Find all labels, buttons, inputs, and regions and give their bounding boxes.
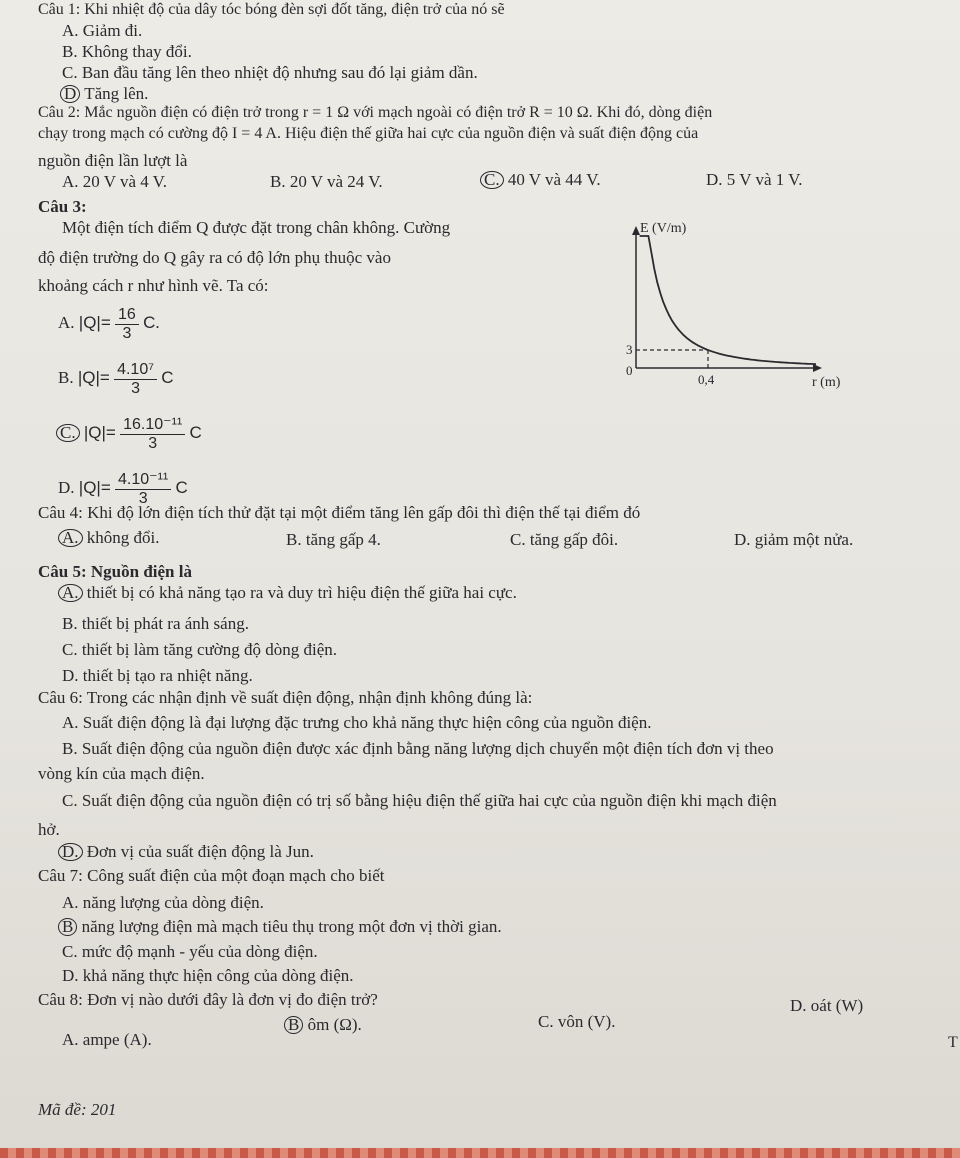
q3-stem-line3: khoảng cách r như hình vẽ. Ta có:: [38, 276, 269, 295]
q4-option-b[interactable]: B. tăng gấp 4.: [286, 530, 381, 549]
q2-stem-line1: Câu 2: Mắc nguồn điện có điện trở trong r = 1 Ω với mạch ngoài có điện trở R = 10 Ω. Khi đó, dòng điện: [38, 104, 713, 121]
q5-option-c[interactable]: C. thiết bị làm tăng cường độ dòng điện.: [62, 640, 338, 659]
q5-option-a[interactable]: A. thiết bị có khả năng tạo ra và duy trì hiệu điện thế giữa hai cực.: [58, 583, 517, 603]
q8-option-c[interactable]: C. vôn (V).: [538, 1012, 616, 1031]
q6-option-c-line2: hở.: [38, 820, 60, 839]
q3-option-c[interactable]: C. |Q|= $\frac{\text{16.10⁻¹¹}}{3}$ C: [56, 410, 202, 456]
q5-option-b[interactable]: B. thiết bị phát ra ánh sáng.: [62, 614, 249, 633]
q7-option-d[interactable]: D. khả năng thực hiện công của dòng điện.: [62, 966, 354, 985]
q6-option-c-line1[interactable]: C. Suất điện động của nguồn điện có trị số bằng hiệu điện thế giữa hai cực của nguồn điện khi mạch điện: [62, 791, 777, 810]
q1-option-c[interactable]: C. Ban đầu tăng lên theo nhiệt độ nhưng sau đó lại giảm dần.: [62, 63, 478, 82]
table-edge-decoration: [0, 1148, 960, 1158]
q2-option-b[interactable]: B. 20 V và 24 V.: [270, 172, 383, 191]
q5-stem: Câu 5: Nguồn điện là: [38, 562, 192, 581]
edge-mark: T: [948, 1034, 958, 1051]
q2-stem-line2: chạy trong mạch có cường độ I = 4 A. Hiệu điện thế giữa hai cực của nguồn điện và suất điện động của: [38, 125, 699, 142]
q4-option-a[interactable]: A. không đổi.: [58, 528, 160, 548]
answer-circle: B: [58, 918, 77, 936]
q7-stem: Câu 7: Công suất điện của một đoạn mạch cho biết: [38, 866, 385, 885]
exam-code: Mã đề: 201: [38, 1100, 117, 1119]
q6-stem: Câu 6: Trong các nhận định về suất điện động, nhận định không đúng là:: [38, 688, 533, 707]
q7-option-a[interactable]: A. năng lượng của dòng điện.: [62, 893, 264, 912]
q8-stem: Câu 8: Đơn vị nào dưới đây là đơn vị đo điện trở?: [38, 990, 378, 1009]
q3-option-b[interactable]: B. |Q|= $\frac{\text{4.10⁷}}{3}$ C: [58, 360, 174, 397]
answer-circle: C.: [56, 424, 80, 442]
data-curve: [640, 236, 816, 364]
q3-option-a[interactable]: A. |Q|= $\frac{16}{3}$ C.: [58, 305, 160, 342]
fraction: $\frac{\text{16.10⁻¹¹}}{3}$: [120, 416, 185, 453]
y-axis-label: E (V/m): [640, 221, 687, 236]
q3-title: Câu 3:: [38, 197, 87, 216]
q3-stem-line1: Một điện tích điểm Q được đặt trong chân không. Cường: [62, 218, 451, 237]
q6-option-d[interactable]: D. Đơn vị của suất điện động là Jun.: [58, 842, 314, 862]
fraction: $\frac{\text{4.10⁻¹¹}}{3}$: [115, 471, 171, 508]
q8-option-a[interactable]: A. ampe (A).: [62, 1030, 152, 1049]
q6-option-b-line1[interactable]: B. Suất điện động của nguồn điện được xác định bằng năng lượng dịch chuyển một điện tích đơn vị theo: [62, 739, 774, 758]
q2-option-c[interactable]: C. 40 V và 44 V.: [480, 170, 601, 190]
q8-option-b[interactable]: B ôm (Ω).: [284, 1015, 362, 1035]
fraction: $\frac{16}{3}$: [115, 306, 139, 343]
answer-circle: B: [284, 1016, 303, 1034]
x-axis-arrow: [813, 364, 822, 372]
answer-circle: C.: [480, 171, 504, 189]
x-axis-label: r (m): [812, 375, 841, 390]
answer-circle: D: [60, 85, 80, 103]
q7-option-b[interactable]: B năng lượng điện mà mạch tiêu thụ trong một đơn vị thời gian.: [58, 917, 502, 937]
y-tick-label: 3: [626, 342, 633, 357]
q3-stem-line2: độ điện trường do Q gây ra có độ lớn phụ thuộc vào: [38, 248, 391, 267]
q1-option-b[interactable]: B. Không thay đổi.: [62, 42, 192, 61]
answer-circle: A.: [58, 529, 83, 547]
q5-option-d[interactable]: D. thiết bị tạo ra nhiệt năng.: [62, 666, 253, 685]
q4-stem: Câu 4: Khi độ lớn điện tích thử đặt tại một điểm tăng lên gấp đôi thì điện thế tại điểm đó: [38, 503, 641, 522]
q6-option-b-line2: vòng kín của mạch điện.: [38, 764, 205, 783]
y-axis-arrow: [632, 226, 640, 235]
q1-option-a[interactable]: A. Giảm đi.: [62, 21, 143, 40]
q2-option-a[interactable]: A. 20 V và 4 V.: [62, 172, 168, 191]
q4-option-c[interactable]: C. tăng gấp đôi.: [510, 530, 619, 549]
q7-option-c[interactable]: C. mức độ mạnh - yếu của dòng điện.: [62, 942, 318, 961]
q2-option-d[interactable]: D. 5 V và 1 V.: [706, 170, 803, 189]
q4-option-d[interactable]: D. giảm một nửa.: [734, 530, 854, 549]
q1-stem: Câu 1: Khi nhiệt độ của dây tóc bóng đèn sợi đốt tăng, điện trở của nó sẽ: [38, 1, 505, 18]
fraction: $\frac{\text{4.10⁷}}{3}$: [114, 361, 157, 398]
q1-option-d[interactable]: D Tăng lên.: [60, 84, 148, 104]
e-vs-r-graph: [612, 218, 848, 394]
q8-option-d[interactable]: D. oát (W): [790, 996, 864, 1015]
q6-option-a[interactable]: A. Suất điện động là đại lượng đặc trưng cho khả năng thực hiện công của nguồn điện.: [62, 713, 652, 732]
q3-option-d[interactable]: D. |Q|= $\frac{\text{4.10⁻¹¹}}{3}$ C: [58, 470, 188, 507]
x-tick-label: 0,4: [698, 372, 715, 387]
q2-stem-line3: nguồn điện lần lượt là: [38, 151, 188, 170]
answer-circle: D.: [58, 843, 83, 861]
answer-circle: A.: [58, 584, 83, 602]
origin-label: 0: [626, 363, 633, 378]
